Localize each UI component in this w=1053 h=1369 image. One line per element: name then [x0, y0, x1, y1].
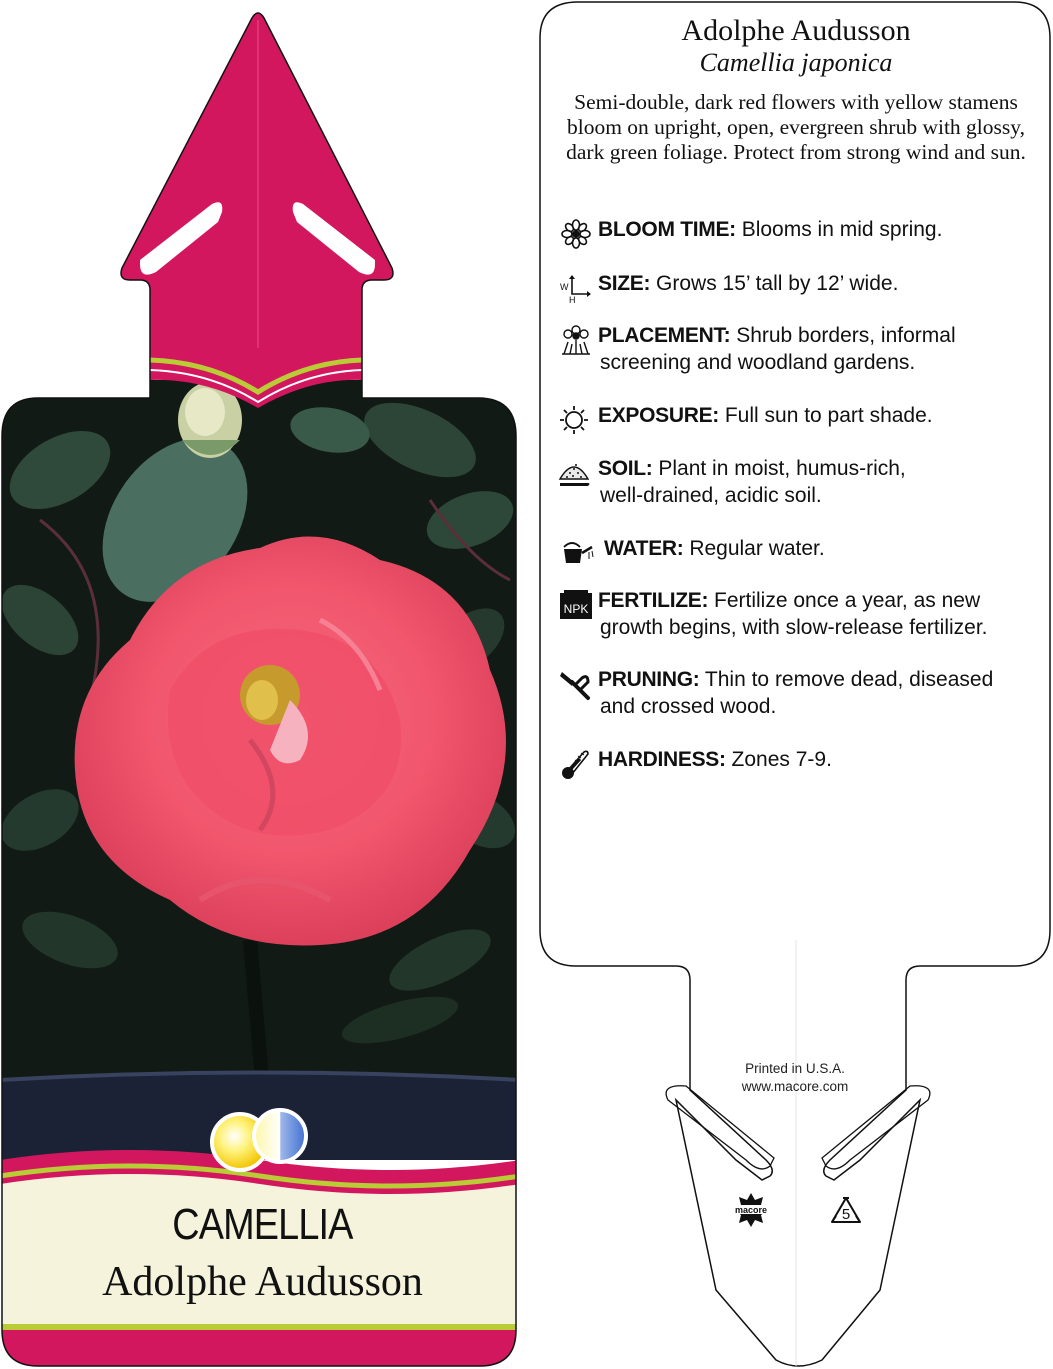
- svg-text:H: H: [569, 295, 576, 304]
- front-cultivar-name: Adolphe Audusson: [102, 1259, 423, 1305]
- svg-text:W: W: [560, 282, 569, 292]
- printed-in-usa: Printed in U.S.A.: [745, 1061, 845, 1076]
- thermometer-icon: [558, 748, 594, 780]
- svg-text:NPK: NPK: [563, 602, 589, 616]
- npk-icon: [558, 589, 594, 621]
- printed-info: [680, 1060, 910, 1096]
- care-value: Plant in moist, humus-rich,: [658, 457, 906, 480]
- soil-icon: [558, 457, 594, 489]
- care-value-cont: well-drained, acidic soil.: [600, 484, 822, 507]
- plant-description: Semi-double, dark red flowers with yellow stamens bloom on upright, open, evergreen shrub with glossy, dark green foliage. Protect from strong wind and sun.: [566, 90, 1026, 164]
- care-value-cont: growth begins, with slow-release fertilizer.: [600, 616, 988, 639]
- care-label: EXPOSURE:: [598, 404, 719, 427]
- care-label: WATER:: [604, 537, 684, 560]
- care-value: Fertilize once a year, as new: [714, 589, 981, 612]
- care-value: Regular water.: [689, 537, 825, 560]
- care-value: Full sun to part shade.: [724, 404, 933, 427]
- care-label: SOIL:: [598, 457, 653, 480]
- care-value: Thin to remove dead, diseased: [704, 668, 994, 691]
- sun-icon: [558, 404, 594, 436]
- care-label: FERTILIZE:: [598, 589, 709, 612]
- watering-can-icon: [558, 537, 594, 569]
- care-label: PLACEMENT:: [598, 324, 731, 347]
- macore-logo-text: macore: [734, 1205, 768, 1215]
- back-scientific-name: Camellia japonica: [699, 48, 893, 77]
- care-label: BLOOM TIME:: [598, 218, 736, 241]
- care-value: Blooms in mid spring.: [741, 218, 943, 241]
- care-label: PRUNING:: [598, 668, 700, 691]
- care-label: SIZE:: [598, 272, 651, 295]
- care-label: HARDINESS:: [598, 748, 726, 771]
- care-value-cont: and crossed wood.: [600, 695, 777, 718]
- garden-icon: [558, 324, 594, 356]
- front-genus-name: CAMELLIA: [172, 1200, 353, 1249]
- care-value-cont: screening and woodland gardens.: [600, 351, 916, 374]
- pruners-icon: [558, 668, 594, 700]
- care-value: Grows 15’ tall by 12’ wide.: [656, 272, 899, 295]
- care-value: Shrub borders, informal: [736, 324, 956, 347]
- macore-website-link[interactable]: www.macore.com: [741, 1079, 849, 1094]
- back-cultivar-title: Adolphe Audusson: [681, 14, 911, 47]
- recycle-code: 5: [841, 1206, 851, 1223]
- care-value: Zones 7-9.: [731, 748, 832, 771]
- size-arrows-icon: [558, 272, 594, 304]
- flower-icon: [558, 218, 594, 250]
